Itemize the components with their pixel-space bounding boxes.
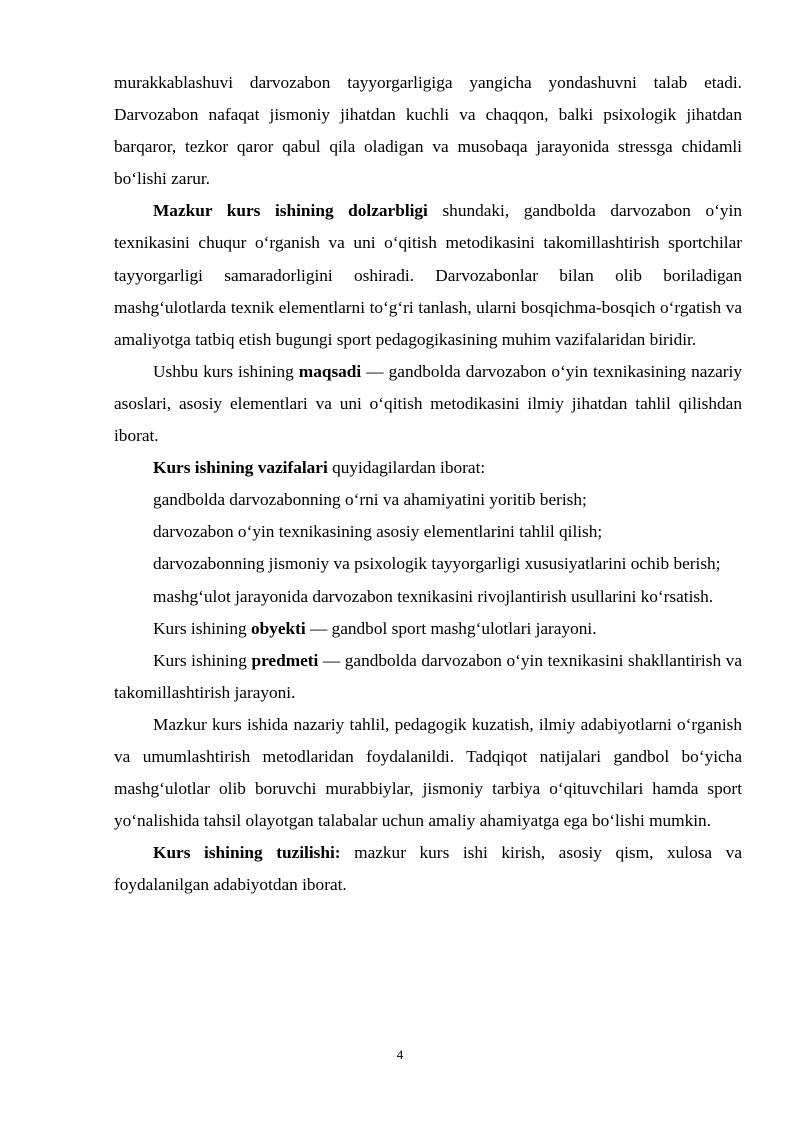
- task-item-4: mashg‘ulot jarayonida darvozabon texnikasini rivojlantirish usullarini ko‘rsatish.: [153, 586, 714, 606]
- structure-heading: Kurs ishining tuzilishi:: [153, 843, 341, 863]
- paragraph-tasks-heading: Kurs ishining vazifalari quyidagilardan iborat:: [153, 458, 486, 478]
- subject-term: predmeti: [251, 650, 319, 670]
- paragraph-methods: Mazkur kurs ishida nazariy tahlil, pedagogik kuzatish, ilmiy adabiyotlarni o‘rganish va umumlashtirish metodlaridan foydalanildi. Tadqiqot natijalari gandbol bo‘yicha mashg‘ulotlar olib boruvchi murabbiylar, jismoniy tarbiya o‘qituvchilari hamda sport yo‘nalishida tahsil olayotgan talabalar uchun amaliy ahamiyatga ega bo‘lishi mumkin.: [114, 714, 742, 831]
- tasks-heading: Kurs ishining vazifalari: [153, 458, 328, 478]
- body-text: [114, 67, 742, 901]
- paragraph-structure: Kurs ishining tuzilishi: mazkur kurs ishi kirish, asosiy qism, xulosa va foydalanilgan adabiyotdan iborat.: [114, 843, 742, 895]
- task-item-1: gandbolda darvozabonning o‘rni va ahamiyatini yoritib berish;: [153, 490, 587, 510]
- goal-term: maqsadi: [298, 361, 362, 381]
- paragraph-object: Kurs ishining obyekti — gandbol sport mashg‘ulotlari jarayoni.: [153, 618, 597, 638]
- paragraph-goal: Ushbu kurs ishining maqsadi — gandbolda darvozabon o‘yin texnikasining nazariy asoslari, asosiy elementlari va uni o‘qitish metodikasini ilmiy jihatdan tahlil qilishdan iborat.: [114, 361, 742, 446]
- page-number: 4: [396, 1047, 404, 1062]
- task-item-3: darvozabonning jismoniy va psixologik tayyorgarligi xususiyatlarini ochib berish;: [153, 554, 721, 574]
- paragraph-intro-continuation: murakkablashuvi darvozabon tayyorgarligiga yangicha yondashuvni talab etadi. Darvozabon nafaqat jismoniy jihatdan kuchli va chaqqon, balki psixologik jihatdan barqaror, tezkor qaror qabul qila oladigan va musobaqa jarayonida stressga chidamli bo‘lishi zarur.: [114, 73, 742, 189]
- paragraph-relevance: Mazkur kurs ishining dolzarbligi shundaki, gandbolda darvozabon o‘yin texnikasini chuqur o‘rganish va uni o‘qitish metodikasini takomillashtirish sportchilar tayyorgarligi samaradorligini oshiradi. Darvozabonlar bilan olib boriladigan mashg‘ulotlarda texnik elementlarni to‘g‘ri tanlash, ularni bosqichma-bosqich o‘rgatish va amaliyotga tatbiq etish bugungi sport pedagogikasining muhim vazifalaridan biridir.: [114, 201, 743, 349]
- relevance-heading: Mazkur kurs ishining dolzarbligi: [153, 201, 428, 221]
- task-item-2: darvozabon o‘yin texnikasining asosiy elementlarini tahlil qilish;: [153, 522, 603, 542]
- paragraph-subject: Kurs ishining predmeti — gandbolda darvozabon o‘yin texnikasini shakllantirish va takomillashtirish jarayoni.: [114, 650, 742, 702]
- object-term: obyekti: [250, 618, 306, 638]
